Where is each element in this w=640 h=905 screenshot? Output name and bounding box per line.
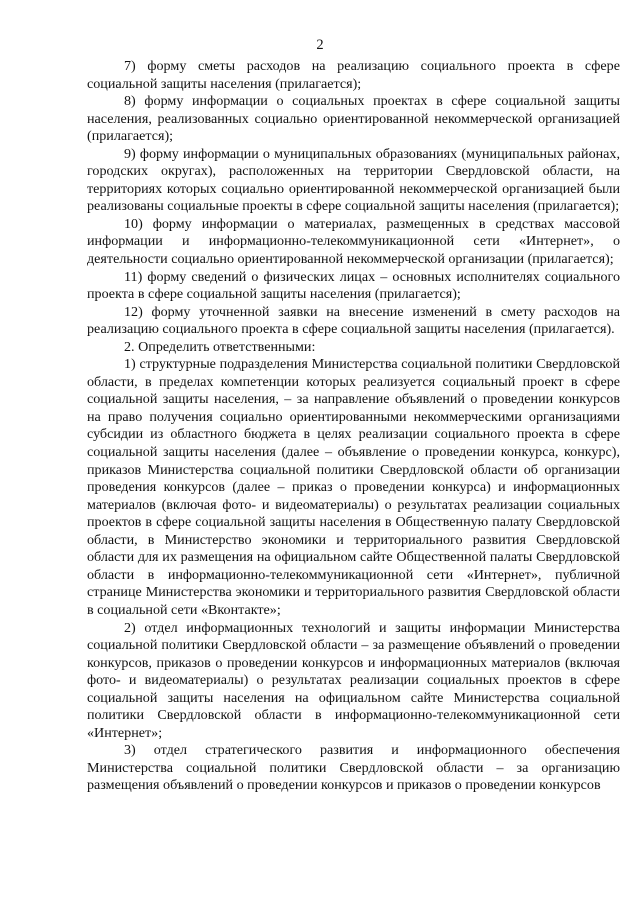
paragraph-item-10: 10) форму информации о материалах, размещенных в средствах массовой информации и информационно-телекоммуникационной сети «Интернет», о деятельности социально ориентированной некоммерческой организации (прилагается); <box>87 215 620 268</box>
paragraph-item-9: 9) форму информации о муниципальных образованиях (муниципальных районах, городских округах), расположенных на территории Свердловской области, на территориях которых социально ориентированной некоммерческой организацией были реализованы социальные проекты в сфере социальной защиты населения (прилагается); <box>87 145 620 215</box>
paragraph-responsible-2: 2) отдел информационных технологий и защиты информации Министерства социальной политики Свердловской области – за размещение объявлений о проведении конкурсов, приказов о проведении конкурсов и информационных материалов (включая фото- и видеоматериалы) о результатах реализации социальных проектов в сфере социальной защиты населения на официальном сайте Министерства социальной политики Свердловской области в информационно-телекоммуникационной сети «Интернет»; <box>87 619 620 741</box>
paragraph-item-7: 7) форму сметы расходов на реализацию социального проекта в сфере социальной защиты населения (прилагается); <box>87 58 620 92</box>
paragraph-item-12: 12) форму уточненной заявки на внесение изменений в смету расходов на реализацию социального проекта в сфере социальной защиты населения (прилагается). <box>87 303 620 338</box>
paragraph-responsible-1: 1) структурные подразделения Министерства социальной политики Свердловской области, в пределах компетенции которых реализуется социальный проект в сфере социальной защиты населения, – за направление объявлений о проведении конкурсов на право получения социально ориентированными некоммерческими организациями субсидии из областного бюджета в целях реализации социального проекта в сфере социальной защиты населения (далее – объявление о проведении конкурса, конкурс), приказов Министерства социальной политики Свердловской области об организации проведения конкурсов (далее – приказ о проведении конкурса) и информационных материалов (включая фото- и видеоматериалы) о результатах реализации социальных проектов в сфере социальной защиты населения в Общественную палату Свердловской области, в Министерство экономики и территориального развития Свердловской области для их размещения на официальном сайте Общественной палаты Свердловской области в информационно-телекоммуникационной сети «Интернет», публичной странице Министерства экономики и территориального развития Свердловской области в социальной сети «Вконтакте»; <box>87 356 620 618</box>
document-body <box>87 58 620 795</box>
paragraph-section-2-heading: 2. Определить ответственными: <box>124 338 316 355</box>
page-number: 2 <box>316 37 324 53</box>
paragraph-item-8: 8) форму информации о социальных проектах в сфере социальной защиты населения, реализованных социально ориентированной некоммерческой организацией (прилагается); <box>87 93 620 145</box>
paragraph-responsible-3: 3) отдел стратегического развития и информационного обеспечения Министерства социальной политики Свердловской области – за организацию размещения объявлений о проведении конкурсов и приказов о проведении конкурсов <box>87 742 620 794</box>
paragraph-item-11: 11) форму сведений о физических лицах – основных исполнителях социального проекта в сфере социальной защиты населения (прилагается); <box>87 268 620 303</box>
